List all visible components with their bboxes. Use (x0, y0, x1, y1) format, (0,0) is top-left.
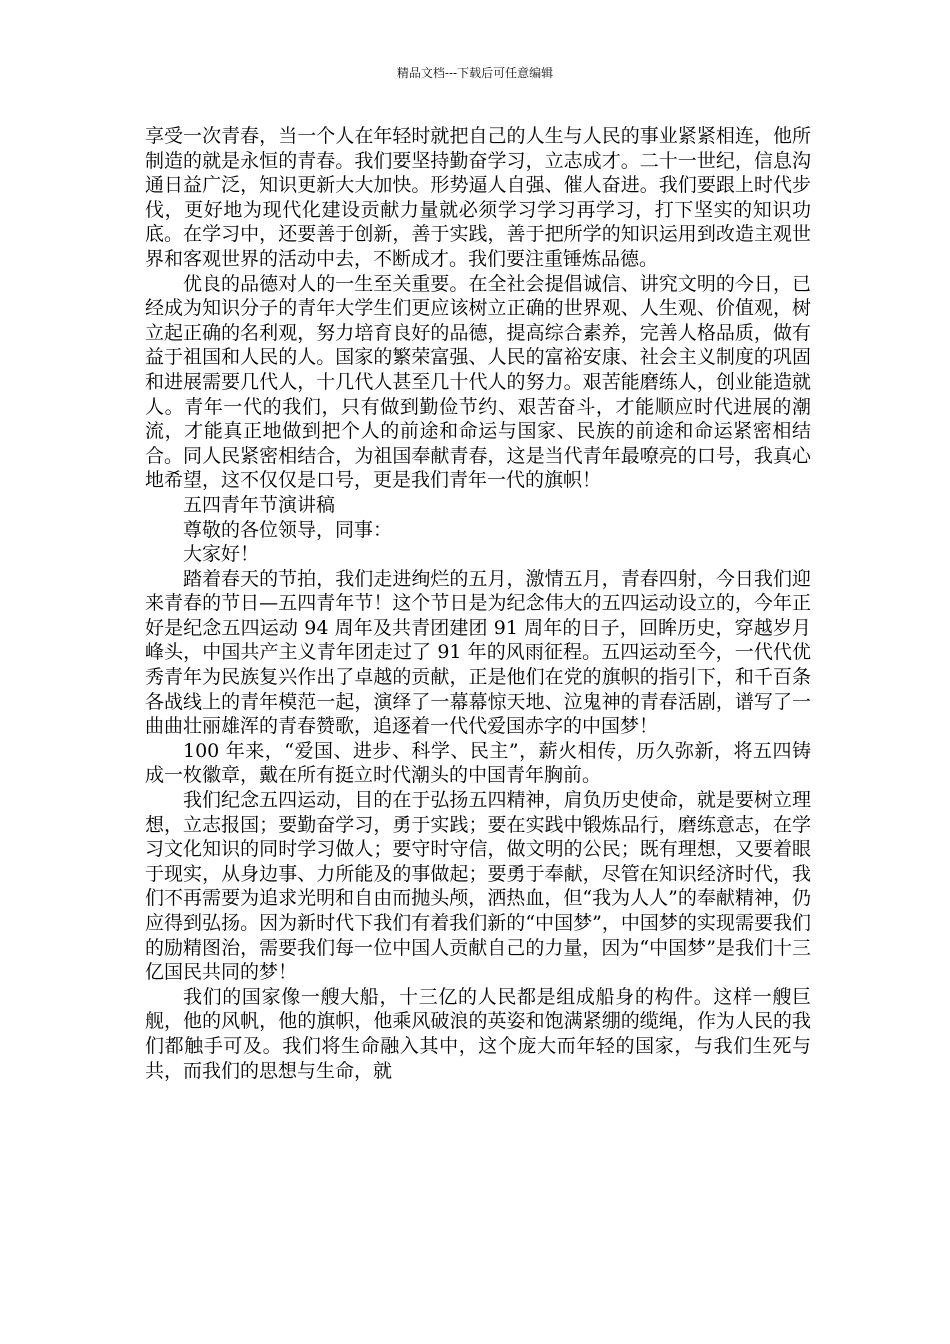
salutation: 尊敬的各位领导，同事： (183, 518, 393, 541)
paragraph: 踏着春天的节拍，我们走进绚烂的五月，激情五月，青春四射，今日我们迎来青春的节日—五四青年节！这个节日是为纪念伟大的五四运动设立的，今年正好是纪念五四运动 94 周年及共青团建团 91 周年的日子，回眸历史，穿越岁月峰头，中国共产主义青年团走过了 91 年的风雨征程。五四运动至今，一代代优秀青年为民族复兴作出了卓越的贡献，正是他们在党的旗帜的指引下，和千百条各战线上的青年模范一起，演绎了一幕幕惊天地、泣鬼神的青春活剧，谱写了一曲曲壮丽雄浑的青春赞歌，追逐着一代代爱国赤字的中国梦！ (145, 567, 811, 738)
speech-title: 五四青年节演讲稿 (183, 493, 336, 516)
greeting: 大家好！ (183, 543, 260, 566)
paragraph: 我们的国家像一艘大船，十三亿的人民都是组成船身的构件。这样一艘巨舰，他的风帆，他的旗帜，他乘风破浪的英姿和饱满紧绷的缆绳，作为人民的我们都触手可及。我们将生命融入其中，这个庞大而年轻的国家，与我们生死与共，而我们的思想与生命，就 (145, 985, 811, 1082)
page-header: 精品文档---下载后可任意编辑 (396, 66, 554, 80)
document-body (145, 124, 811, 1083)
paragraph: 100 年来，“爱国、进步、科学、民主”，薪火相传，历久弥新，将五四铸成一枚徽章，戴在所有挺立时代潮头的中国青年胸前。 (145, 739, 811, 787)
paragraph: 优良的品德对人的一生至关重要。在全社会提倡诚信、讲究文明的今日，已经成为知识分子的青年大学生们更应该树立正确的世界观、人生观、价值观，树立起正确的名利观，努力培育良好的品德，提高综合素养，完善人格品质，做有益于祖国和人民的人。国家的繁荣富强、人民的富裕安康、社会主义制度的巩固和进展需要几代人，十几代人甚至几十代人的努力。艰苦能磨练人，创业能造就人。青年一代的我们，只有做到勤俭节约、艰苦奋斗，才能顺应时代进展的潮流，才能真正地做到把个人的前途和命运与国家、民族的前途和命运紧密相结合。同人民紧密相结合，为祖国奉献青春，这是当代青年最嘹亮的口号，我真心地希望，这不仅仅是口号，更是我们青年一代的旗帜！ (145, 272, 811, 492)
paragraph: 享受一次青春，当一个人在年轻时就把自己的人生与人民的事业紧紧相连，他所制造的就是永恒的青春。我们要坚持勤奋学习，立志成才。二十一世纪，信息沟通日益广泛，知识更新大大加快。形势逼人自强、催人奋进。我们要跟上时代步伐，更好地为现代化建设贡献力量就必须学习学习再学习，打下坚实的知识功底。在学习中，还要善于创新，善于实践，善于把所学的知识运用到改造主观世界和客观世界的活动中去，不断成才。我们要注重锤炼品德。 (145, 125, 811, 270)
paragraph: 我们纪念五四运动，目的在于弘扬五四精神，肩负历史使命，就是要树立理想，立志报国；要勤奋学习，勇于实践；要在实践中锻炼品行，磨练意志，在学习文化知识的同时学习做人；要守时守信，做文明的公民；既有理想，又要着眼于现实，从身边事、力所能及的事做起；要勇于奉献，尽管在知识经济时代，我们不再需要为追求光明和自由而抛头颅，洒热血，但“我为人人”的奉献精神，仍应得到弘扬。因为新时代下我们有着我们新的“中国梦”，中国梦的实现需要我们的励精图治，需要我们每一位中国人贡献自己的力量，因为“中国梦”是我们十三亿国民共同的梦！ (145, 789, 811, 984)
